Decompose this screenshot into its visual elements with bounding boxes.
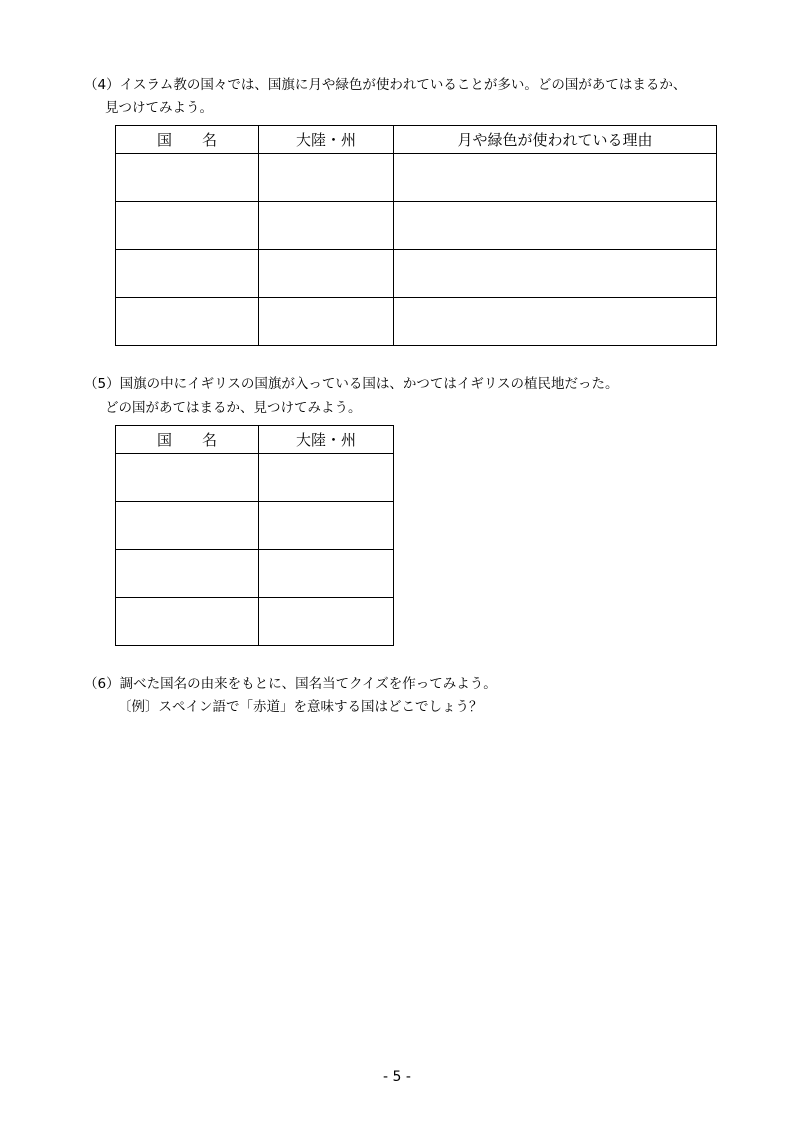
answer-cell[interactable] (394, 298, 717, 346)
table-row (116, 202, 717, 250)
answer-cell[interactable] (116, 598, 259, 646)
answer-cell[interactable] (116, 250, 259, 298)
table-row (116, 250, 717, 298)
page-number: - 5 - (383, 1069, 411, 1085)
q5-answer-table (115, 425, 394, 646)
answer-cell[interactable] (394, 250, 717, 298)
q4-header-row (116, 126, 717, 154)
q5-header-row (116, 426, 394, 454)
reason-header: 月や緑色が使われている理由 (394, 126, 717, 154)
answer-cell[interactable] (116, 454, 259, 502)
answer-cell[interactable] (116, 202, 259, 250)
answer-cell[interactable] (259, 154, 394, 202)
answer-cell[interactable] (116, 298, 259, 346)
q4-text-line1: （4）イスラム教の国々では、国旗に月や緑色が使われていることが多い。どの国があてはまるか、 (84, 77, 687, 93)
table-row (116, 154, 717, 202)
answer-cell[interactable] (116, 550, 259, 598)
q4-text-line2: 見つけてみよう。 (105, 100, 213, 116)
continent-header: 大陸・州 (259, 126, 394, 154)
answer-cell[interactable] (116, 502, 259, 550)
country-name-header: 国 名 (116, 126, 259, 154)
answer-cell[interactable] (394, 154, 717, 202)
table-row (116, 454, 394, 502)
answer-cell[interactable] (259, 298, 394, 346)
q6-example: 〔例〕スペイン語で「赤道」を意味する国はどこでしょう？ (118, 699, 483, 715)
q5-text-line2: どの国があてはまるか、見つけてみよう。 (105, 400, 362, 416)
answer-cell[interactable] (259, 550, 394, 598)
q6-text-line1: （6）調べた国名の由来をもとに、国名当てクイズを作ってみよう。 (84, 676, 497, 692)
country-name-header: 国 名 (116, 426, 259, 454)
answer-cell[interactable] (259, 250, 394, 298)
answer-cell[interactable] (394, 202, 717, 250)
answer-cell[interactable] (259, 202, 394, 250)
continent-header: 大陸・州 (259, 426, 394, 454)
table-row (116, 598, 394, 646)
answer-cell[interactable] (259, 454, 394, 502)
answer-cell[interactable] (259, 598, 394, 646)
answer-cell[interactable] (259, 502, 394, 550)
table-row (116, 550, 394, 598)
q4-answer-table (115, 125, 717, 346)
q5-text-line1: （5）国旗の中にイギリスの国旗が入っている国は、かつてはイギリスの植民地だった。 (84, 376, 619, 392)
table-row (116, 502, 394, 550)
answer-cell[interactable] (116, 154, 259, 202)
table-row (116, 298, 717, 346)
